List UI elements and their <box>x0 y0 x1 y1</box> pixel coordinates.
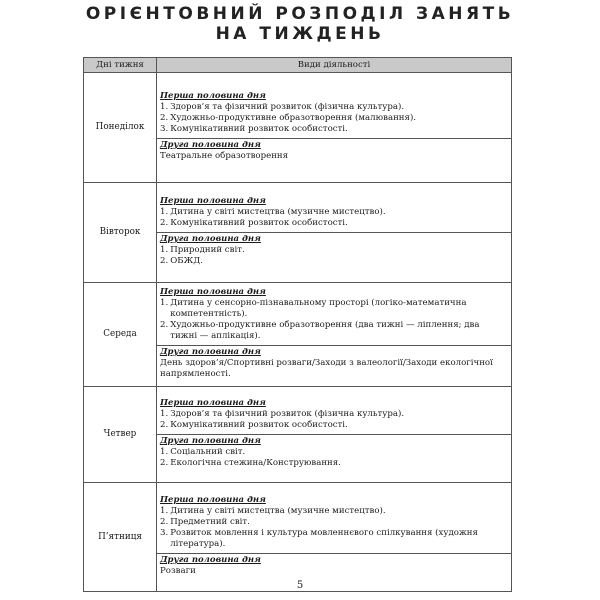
item-text: Розвиток мовлення і культура мовленнєвого спілкування (художня література). <box>170 528 478 549</box>
table-row <box>84 483 512 592</box>
activity-item <box>160 506 508 517</box>
day-cell: Четвер <box>84 387 157 483</box>
activity-list <box>160 358 508 380</box>
activities-cell <box>157 483 512 592</box>
item-number: 3. <box>160 124 169 134</box>
item-text: Соціальний світ. <box>170 447 246 457</box>
second-half-label: Друга половина дня <box>160 436 261 446</box>
activity-list <box>160 151 508 162</box>
first-half-block <box>157 397 511 434</box>
first-half-label: Перша половина дня <box>160 196 266 206</box>
second-half-block <box>157 138 511 165</box>
activity-list <box>160 245 508 267</box>
second-half-block <box>157 553 511 580</box>
activity-item <box>160 528 508 550</box>
header-activities: Види діяльності <box>157 58 512 73</box>
item-number: 1. <box>160 409 169 419</box>
first-half-label: Перша половина дня <box>160 398 266 408</box>
day-cell: Понеділок <box>84 73 157 183</box>
item-number: 2. <box>160 256 169 266</box>
activity-list <box>160 566 508 577</box>
item-number: 1. <box>160 245 169 255</box>
first-half-label: Перша половина дня <box>160 287 266 297</box>
item-number: 2. <box>160 218 169 228</box>
first-half-label: Перша половина дня <box>160 91 266 101</box>
day-cell: Середа <box>84 283 157 387</box>
first-half-block <box>157 90 511 138</box>
item-number: 1. <box>160 298 169 308</box>
day-cell: П’ятниця <box>84 483 157 592</box>
item-number: 1. <box>160 447 169 457</box>
day-cell: Вівторок <box>84 183 157 283</box>
activity-item <box>160 102 508 113</box>
activity-item <box>160 409 508 420</box>
activity-list <box>160 298 508 342</box>
item-number: 3. <box>160 528 169 538</box>
page-title-line-1: ОРІЄНТОВНИЙ РОЗПОДІЛ ЗАНЯТЬ <box>85 4 515 24</box>
item-text: Здоров’я та фізичний розвиток (фізична культура). <box>170 409 405 419</box>
item-text: Екологічна стежина/Конструювання. <box>170 458 341 468</box>
activity-item <box>160 517 508 528</box>
header-day: Дні тижня <box>84 58 157 73</box>
activity-item <box>160 320 508 342</box>
table-header-row <box>84 58 512 73</box>
activity-item: Театральне образотворення <box>160 151 289 161</box>
item-text: Дитина у світі мистецтва (музичне мистецтво). <box>170 207 386 217</box>
activity-item <box>160 420 508 431</box>
activity-list <box>160 102 508 135</box>
activity-item <box>160 458 508 469</box>
item-text: Художньо-продуктивне образотворення (малювання). <box>170 113 417 123</box>
activities-cell <box>157 73 512 183</box>
activity-item <box>160 245 508 256</box>
activities-cell <box>157 183 512 283</box>
activity-list <box>160 409 508 431</box>
second-half-label: Друга половина дня <box>160 555 261 565</box>
item-text: Дитина у сенсорно-пізнавальному просторі (логіко-математична компетентність). <box>170 298 467 319</box>
activity-list <box>160 506 508 550</box>
activity-item <box>160 256 508 267</box>
item-text: Предметний світ. <box>170 517 250 527</box>
second-half-label: Друга половина дня <box>160 234 261 244</box>
activity-item <box>160 298 508 320</box>
table-row <box>84 387 512 483</box>
item-text: Художньо-продуктивне образотворення (два тижні — ліплення; два тижні — аплікація). <box>170 320 480 341</box>
second-half-label: Друга половина дня <box>160 347 261 357</box>
second-half-block <box>157 345 511 383</box>
item-text: Комунікативний розвиток особистості. <box>170 218 348 228</box>
first-half-label: Перша половина дня <box>160 495 266 505</box>
activity-item: День здоров’я/Спортивні розваги/Заходи з валеології/Заходи екологічної напрямленості. <box>160 358 493 379</box>
page-title-line-2: НА ТИЖДЕНЬ <box>215 24 385 44</box>
activity-list <box>160 447 508 469</box>
item-text: ОБЖД. <box>170 256 203 266</box>
item-number: 1. <box>160 102 169 112</box>
second-half-block <box>157 434 511 472</box>
activity-item: Розваги <box>160 566 196 576</box>
item-text: Комунікативний розвиток особистості. <box>170 420 348 430</box>
page-number: 5 <box>296 580 304 591</box>
table-row <box>84 283 512 387</box>
first-half-block <box>157 286 511 345</box>
activities-cell <box>157 387 512 483</box>
item-number: 1. <box>160 207 169 217</box>
activity-item <box>160 124 508 135</box>
second-half-block <box>157 232 511 270</box>
item-text: Комунікативний розвиток особистості. <box>170 124 348 134</box>
first-half-block <box>157 494 511 553</box>
activity-list <box>160 207 508 229</box>
table-row <box>84 183 512 283</box>
item-number: 2. <box>160 113 169 123</box>
item-number: 2. <box>160 320 169 330</box>
first-half-block <box>157 195 511 232</box>
item-number: 2. <box>160 420 169 430</box>
item-text: Дитина у світі мистецтва (музичне мистецтво). <box>170 506 386 516</box>
activity-item <box>160 447 508 458</box>
second-half-label: Друга половина дня <box>160 140 261 150</box>
item-text: Здоров’я та фізичний розвиток (фізична культура). <box>170 102 405 112</box>
activity-item <box>160 207 508 218</box>
table-row <box>84 73 512 183</box>
activity-item <box>160 218 508 229</box>
item-number: 1. <box>160 506 169 516</box>
item-number: 2. <box>160 517 169 527</box>
schedule-table <box>83 57 512 592</box>
item-number: 2. <box>160 458 169 468</box>
activity-item <box>160 113 508 124</box>
activities-cell <box>157 283 512 387</box>
item-text: Природний світ. <box>170 245 245 255</box>
